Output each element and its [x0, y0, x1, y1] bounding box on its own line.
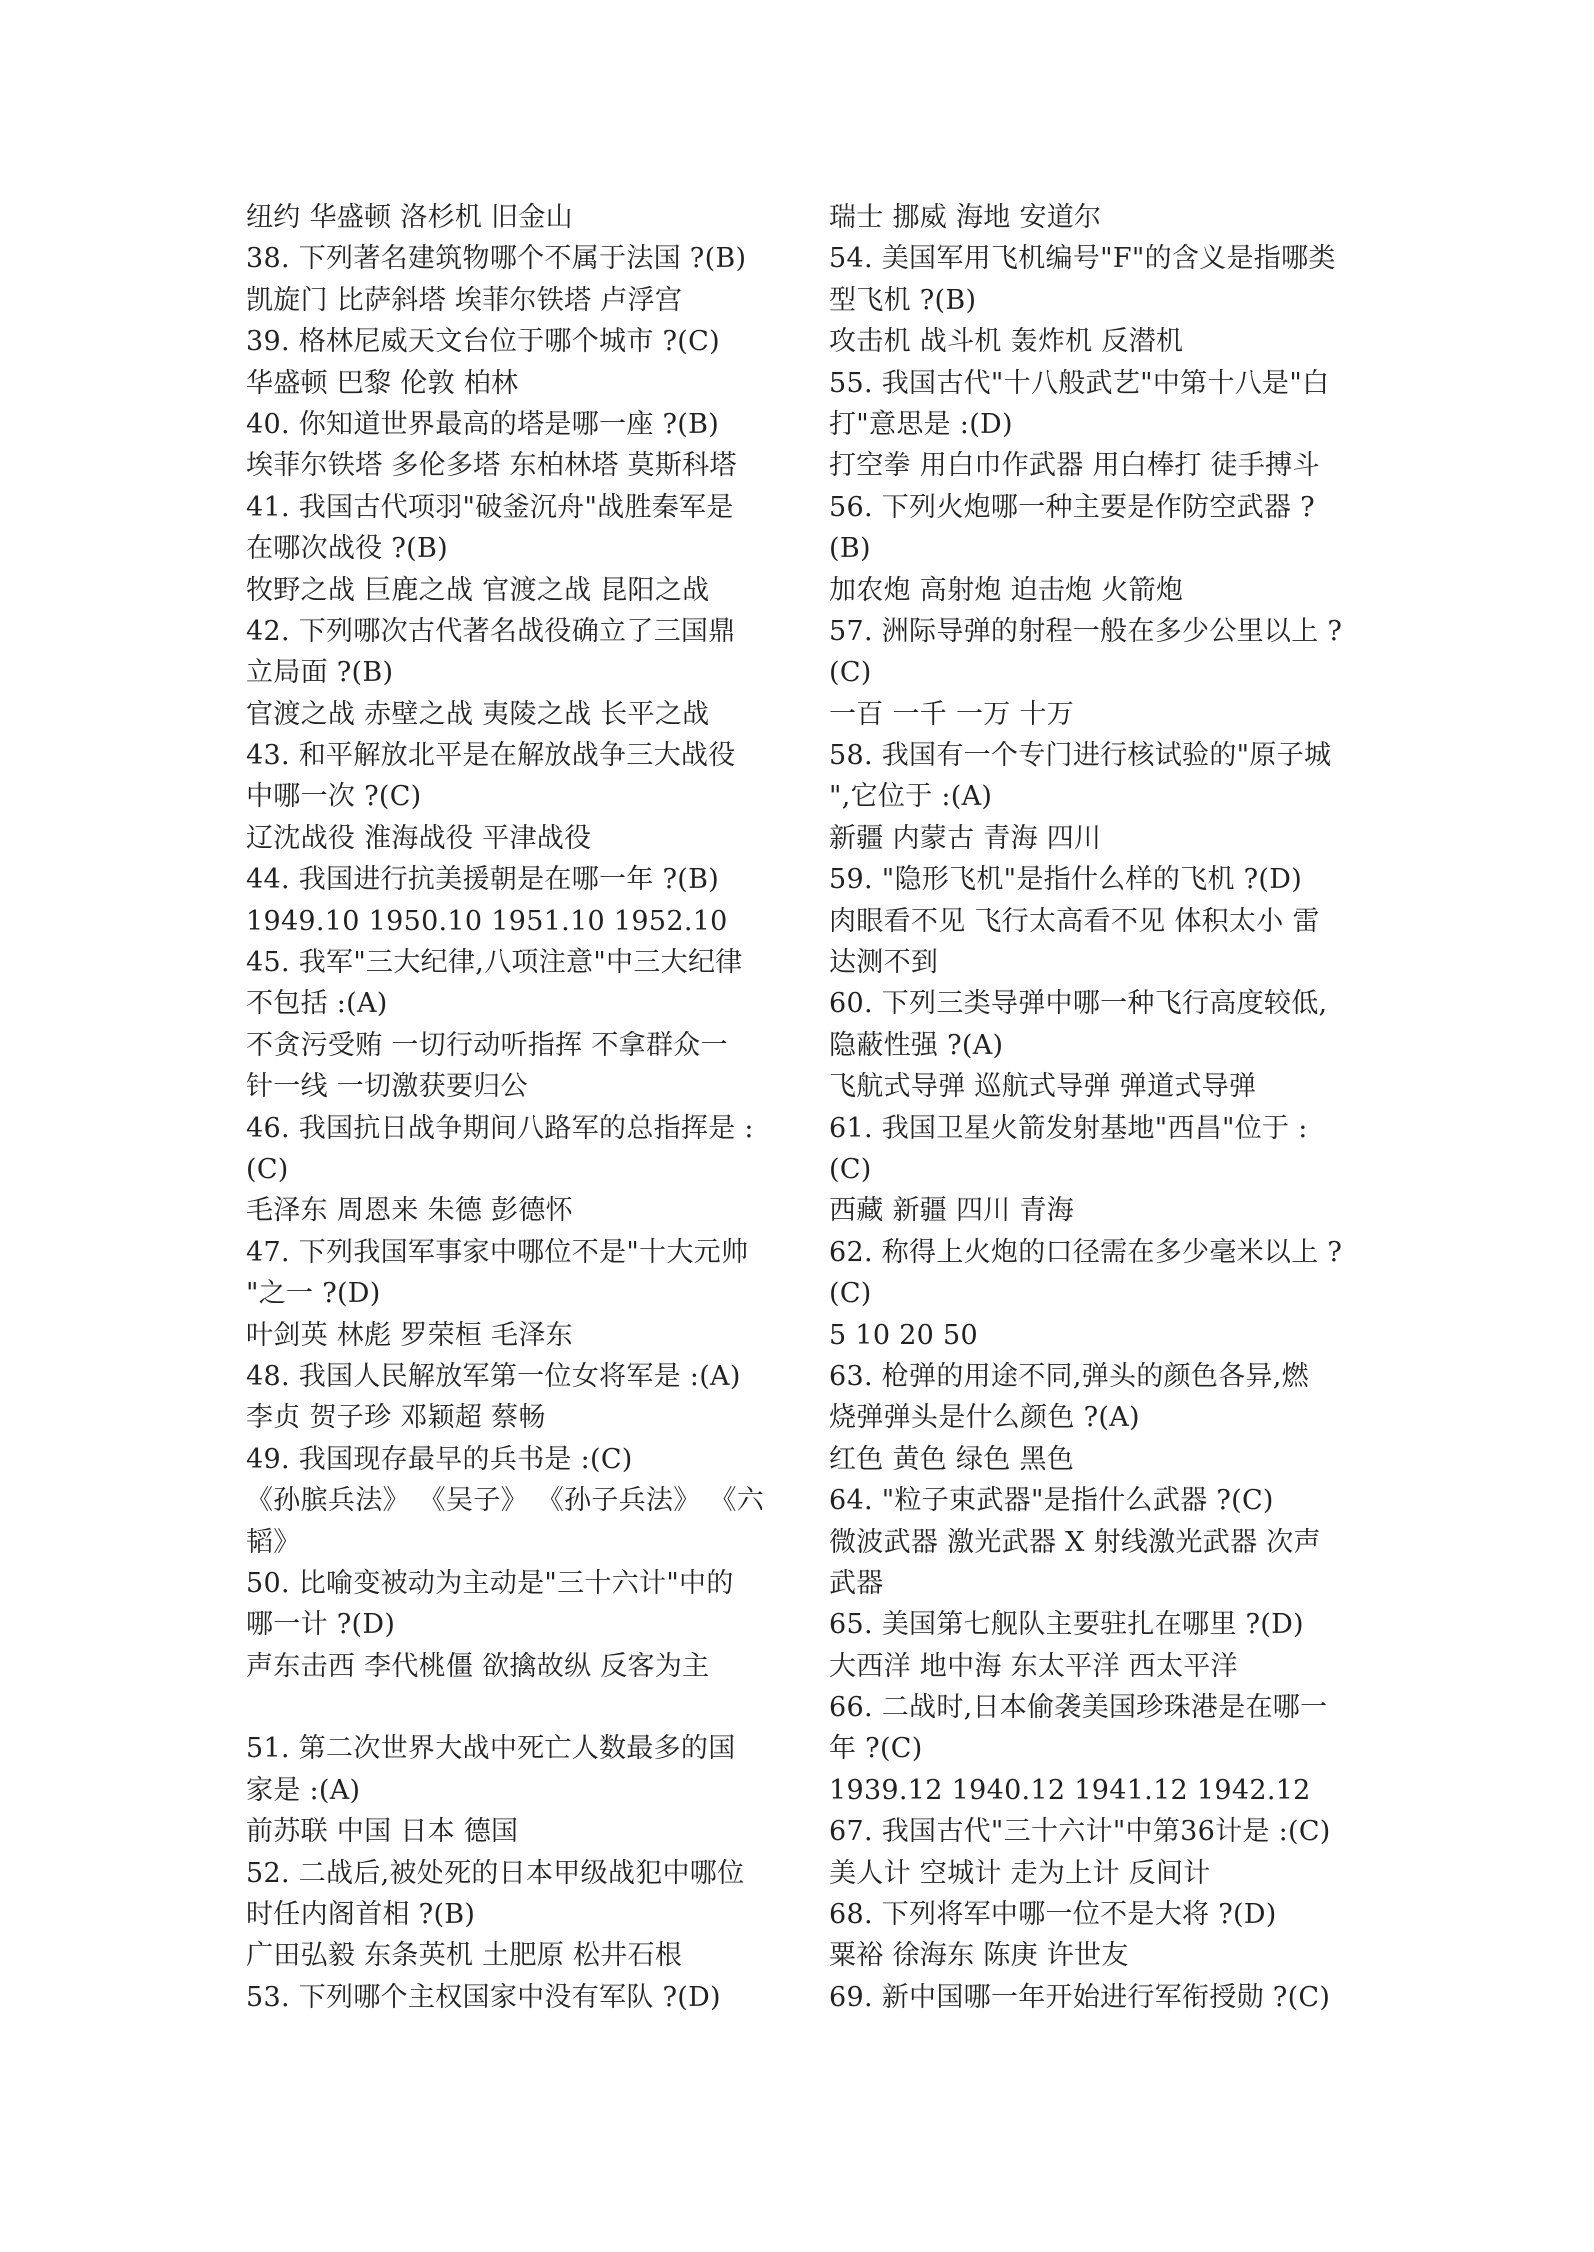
- text-line: 牧野之战 巨鹿之战 官渡之战 昆阳之战: [246, 574, 710, 606]
- text-line: 粟裕 徐海东 陈庚 许世友: [829, 1940, 1129, 1972]
- text-line: 50. 比喻变被动为主动是"三十六计"中的: [246, 1567, 734, 1599]
- text-line: 达测不到: [829, 947, 939, 979]
- text-line: 瑞士 挪威 海地 安道尔: [829, 202, 1102, 233]
- text-line: 飞航式导弹 巡航式导弹 弹道式导弹: [829, 1071, 1257, 1103]
- text-line: 家是 :(A): [246, 1774, 361, 1806]
- text-line: 56. 下列火炮哪一种主要是作防空武器 ?: [829, 491, 1315, 523]
- text-line: 1939.12 1940.12 1941.12 1942.12: [829, 1774, 1311, 1806]
- text-line: 64. "粒子束武器"是指什么武器 ?(C): [829, 1485, 1274, 1517]
- text-line: ",它位于 :(A): [829, 781, 993, 813]
- text-line: 立局面 ?(B): [246, 657, 394, 689]
- text-line: 62. 称得上火炮的口径需在多少毫米以上 ?: [829, 1236, 1343, 1268]
- text-line: 《孙膑兵法》 《吴子》 《孙子兵法》 《六: [246, 1485, 765, 1517]
- left-text-column: [246, 197, 811, 2018]
- text-line: 攻击机 战斗机 轰炸机 反潜机: [829, 326, 1184, 358]
- text-line: 毛泽东 周恩来 朱德 彭德怀: [246, 1195, 573, 1227]
- text-line: 年 ?(C): [829, 1733, 923, 1765]
- text-line: 45. 我军"三大纪律,八项注意"中三大纪律: [246, 947, 743, 979]
- text-line: 前苏联 中国 日本 德国: [246, 1816, 519, 1848]
- text-line: 46. 我国抗日战争期间八路军的总指挥是 :: [246, 1112, 754, 1144]
- text-line: 埃菲尔铁塔 多伦多塔 东柏林塔 莫斯科塔: [246, 450, 737, 482]
- text-line: 叶剑英 林彪 罗荣桓 毛泽东: [246, 1319, 573, 1351]
- text-line: 59. "隐形飞机"是指什么样的飞机 ?(D): [829, 864, 1303, 896]
- text-line: 在哪次战役 ?(B): [246, 533, 448, 565]
- text-line: 65. 美国第七舰队主要驻扎在哪里 ?(D): [829, 1609, 1304, 1641]
- text-line: 58. 我国有一个专门进行核试验的"原子城: [829, 740, 1332, 772]
- text-line: 西藏 新疆 四川 青海: [829, 1195, 1075, 1227]
- text-line: 63. 枪弹的用途不同,弹头的颜色各异,燃: [829, 1360, 1309, 1392]
- text-line: 38. 下列著名建筑物哪个不属于法国 ?(B): [246, 243, 747, 275]
- text-line: (C): [246, 1153, 289, 1185]
- text-line: 一百 一千 一万 十万: [829, 698, 1075, 730]
- text-line: 新疆 内蒙古 青海 四川: [829, 822, 1102, 854]
- right-text-column: [829, 197, 1394, 2018]
- text-line: 时任内阁首相 ?(B): [246, 1899, 476, 1931]
- text-line: 型飞机 ?(B): [829, 284, 977, 316]
- text-line: 41. 我国古代项羽"破釜沉舟"战胜秦军是: [246, 491, 734, 523]
- text-line: 李贞 贺子珍 邓颖超 蔡畅: [246, 1402, 546, 1434]
- text-line: 凯旋门 比萨斜塔 埃菲尔铁塔 卢浮宫: [246, 284, 683, 316]
- text-line: 华盛顿 巴黎 伦敦 柏林: [246, 367, 519, 399]
- text-line: 67. 我国古代"三十六计"中第36计是 :(C): [829, 1816, 1331, 1848]
- text-line: "之一 ?(D): [246, 1278, 381, 1310]
- text-line: 辽沈战役 淮海战役 平津战役: [246, 822, 592, 854]
- text-line: 57. 洲际导弹的射程一般在多少公里以上 ?: [829, 615, 1343, 647]
- text-line: 美人计 空城计 走为上计 反间计: [829, 1857, 1211, 1889]
- text-line: 哪一计 ?(D): [246, 1609, 396, 1641]
- text-line: 中哪一次 ?(C): [246, 781, 422, 813]
- text-line: (B): [829, 533, 871, 565]
- text-line: 44. 我国进行抗美援朝是在哪一年 ?(B): [246, 864, 720, 896]
- blank-line: [246, 1687, 811, 1728]
- text-line: 针一线 一切激获要归公: [246, 1071, 528, 1103]
- text-line: 隐蔽性强 ?(A): [829, 1029, 1004, 1061]
- text-line: 声东击西 李代桃僵 欲擒故纵 反客为主: [246, 1650, 710, 1682]
- text-line: 40. 你知道世界最高的塔是哪一座 ?(B): [246, 408, 720, 440]
- text-line: 61. 我国卫星火箭发射基地"西昌"位于 :: [829, 1112, 1308, 1144]
- text-line: 48. 我国人民解放军第一位女将军是 :(A): [246, 1360, 741, 1392]
- text-line: (C): [829, 1153, 872, 1185]
- text-line: 68. 下列将军中哪一位不是大将 ?(D): [829, 1899, 1277, 1931]
- text-line: 53. 下列哪个主权国家中没有军队 ?(D): [246, 1981, 721, 2013]
- text-line: (C): [829, 1278, 872, 1310]
- text-line: 60. 下列三类导弹中哪一种飞行高度较低,: [829, 988, 1328, 1020]
- text-line: 打"意思是 :(D): [829, 408, 1013, 440]
- text-line: 69. 新中国哪一年开始进行军衔授勋 ?(C): [829, 1981, 1331, 2013]
- text-line: 43. 和平解放北平是在解放战争三大战役: [246, 740, 736, 772]
- text-line: 广田弘毅 东条英机 土肥原 松井石根: [246, 1940, 683, 1972]
- text-line: 烧弹弹头是什么颜色 ?(A): [829, 1402, 1140, 1434]
- text-line: 打空拳 用白巾作武器 用白棒打 徒手搏斗: [829, 450, 1320, 482]
- text-line: 49. 我国现存最早的兵书是 :(C): [246, 1443, 633, 1475]
- text-line: 加农炮 高射炮 迫击炮 火箭炮: [829, 574, 1184, 606]
- text-line: 5 10 20 50: [829, 1319, 978, 1351]
- text-line: 不贪污受贿 一切行动听指挥 不拿群众一: [246, 1029, 728, 1061]
- text-line: 51. 第二次世界大战中死亡人数最多的国: [246, 1733, 736, 1765]
- text-line: 42. 下列哪次古代著名战役确立了三国鼎: [246, 615, 736, 647]
- text-line: 1949.10 1950.10 1951.10 1952.10: [246, 905, 728, 937]
- text-line: 52. 二战后,被处死的日本甲级战犯中哪位: [246, 1857, 745, 1889]
- text-line: 不包括 :(A): [246, 988, 388, 1020]
- text-line: 54. 美国军用飞机编号"F"的含义是指哪类: [829, 243, 1336, 275]
- text-line: 官渡之战 赤壁之战 夷陵之战 长平之战: [246, 698, 710, 730]
- text-line: 47. 下列我国军事家中哪位不是"十大元帅: [246, 1236, 749, 1268]
- text-line: 55. 我国古代"十八般武艺"中第十八是"白: [829, 367, 1330, 399]
- text-line: 39. 格林尼威天文台位于哪个城市 ?(C): [246, 326, 720, 358]
- text-line: 微波武器 激光武器 X 射线激光武器 次声: [829, 1526, 1321, 1558]
- text-line: 大西洋 地中海 东太平洋 西太平洋: [829, 1650, 1238, 1682]
- text-line: 韬》: [246, 1526, 301, 1558]
- text-line: 武器: [829, 1567, 884, 1599]
- text-line: (C): [829, 657, 872, 689]
- text-line: 66. 二战时,日本偷袭美国珍珠港是在哪一: [829, 1692, 1328, 1724]
- text-line: 红色 黄色 绿色 黑色: [829, 1443, 1075, 1475]
- text-line: 肉眼看不见 飞行太高看不见 体积太小 雷: [829, 905, 1320, 937]
- text-line: 纽约 华盛顿 洛杉机 旧金山: [246, 202, 573, 233]
